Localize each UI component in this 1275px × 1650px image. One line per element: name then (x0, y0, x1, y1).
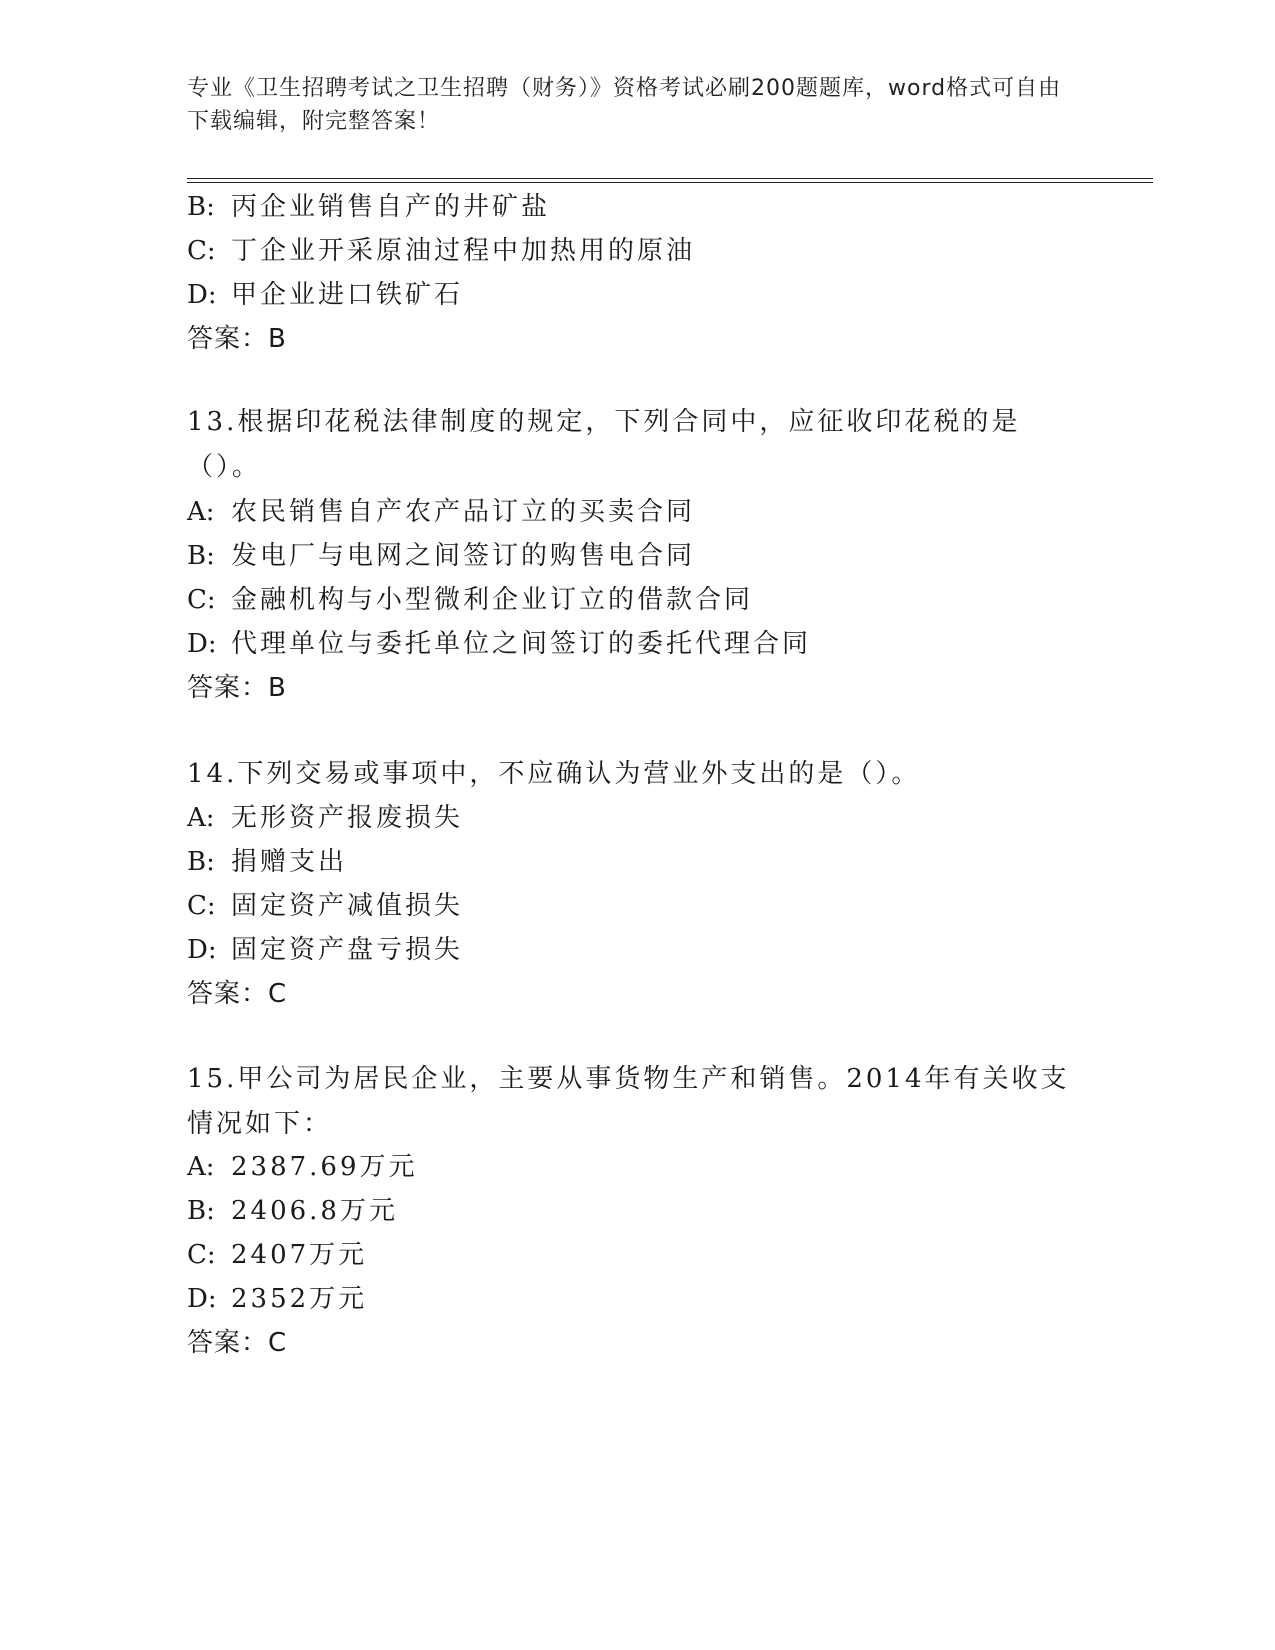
answer-line: 答案：C (187, 979, 288, 1009)
answer-line: 答案：B (187, 673, 287, 703)
option-text: 甲企业进口铁矿石 (231, 280, 464, 310)
option-text: 丁企业开采原油过程中加热用的原油 (231, 236, 696, 266)
option-key: D: (187, 935, 217, 965)
option-key: C: (187, 585, 216, 615)
option-text: 2407万元 (231, 1240, 368, 1270)
option-text: 2352万元 (231, 1284, 368, 1314)
option-line (187, 929, 463, 966)
option-line (187, 230, 695, 267)
option-text: 固定资产盘亏损失 (231, 935, 464, 965)
option-text: 发电厂与电网之间签订的购售电合同 (231, 541, 696, 571)
option-key: B: (187, 1196, 215, 1226)
option-key: B: (187, 192, 215, 222)
option-text: 农民销售自产农产品订立的买卖合同 (231, 497, 696, 527)
option-line (187, 535, 695, 572)
option-key: C: (187, 891, 216, 921)
option-key: B: (187, 541, 215, 571)
answer-line: 答案：C (187, 1328, 288, 1358)
question-stem: 14.下列交易或事项中，不应确认为营业外支出的是（）。 (187, 759, 921, 789)
option-line (187, 1234, 367, 1271)
option-text: 丙企业销售自产的井矿盐 (231, 192, 551, 222)
option-line (187, 491, 695, 528)
option-text: 金融机构与小型微利企业订立的借款合同 (231, 585, 754, 615)
option-line (187, 841, 347, 878)
option-text: 代理单位与委托单位之间签订的委托代理合同 (231, 629, 812, 659)
option-line (187, 579, 753, 616)
option-text: 捐赠支出 (231, 847, 348, 877)
option-line (187, 1146, 418, 1183)
question-stem: 15.甲公司为居民企业，主要从事货物生产和销售。2014年有关收支情况如下： (187, 1064, 1070, 1139)
option-line (187, 274, 463, 311)
option-key: D: (187, 1284, 217, 1314)
header-divider-bottom (187, 182, 1153, 183)
answer-line: 答案：B (187, 324, 287, 354)
option-text: 2406.8万元 (231, 1196, 398, 1226)
header-divider-top (187, 178, 1153, 179)
option-line (187, 797, 463, 834)
option-key: A: (187, 497, 215, 527)
option-key: A: (187, 803, 215, 833)
option-text: 无形资产报废损失 (231, 803, 464, 833)
option-text: 固定资产减值损失 (231, 891, 464, 921)
option-line (187, 623, 811, 660)
option-key: C: (187, 236, 216, 266)
option-line (187, 885, 463, 922)
option-key: B: (187, 847, 215, 877)
option-line (187, 1190, 398, 1227)
question-stem: 13.根据印花税法律制度的规定，下列合同中，应征收印花税的是（）。 (187, 407, 1021, 482)
option-line (187, 1278, 367, 1315)
option-key: C: (187, 1240, 216, 1270)
option-text: 2387.69万元 (231, 1152, 418, 1182)
option-line (187, 186, 550, 223)
option-key: D: (187, 629, 217, 659)
option-key: A: (187, 1152, 215, 1182)
option-key: D: (187, 280, 217, 310)
document-header: 专业《卫生招聘考试之卫生招聘（财务）》资格考试必刷200题题库，word格式可自由下载编辑，附完整答案！ (187, 76, 1062, 134)
